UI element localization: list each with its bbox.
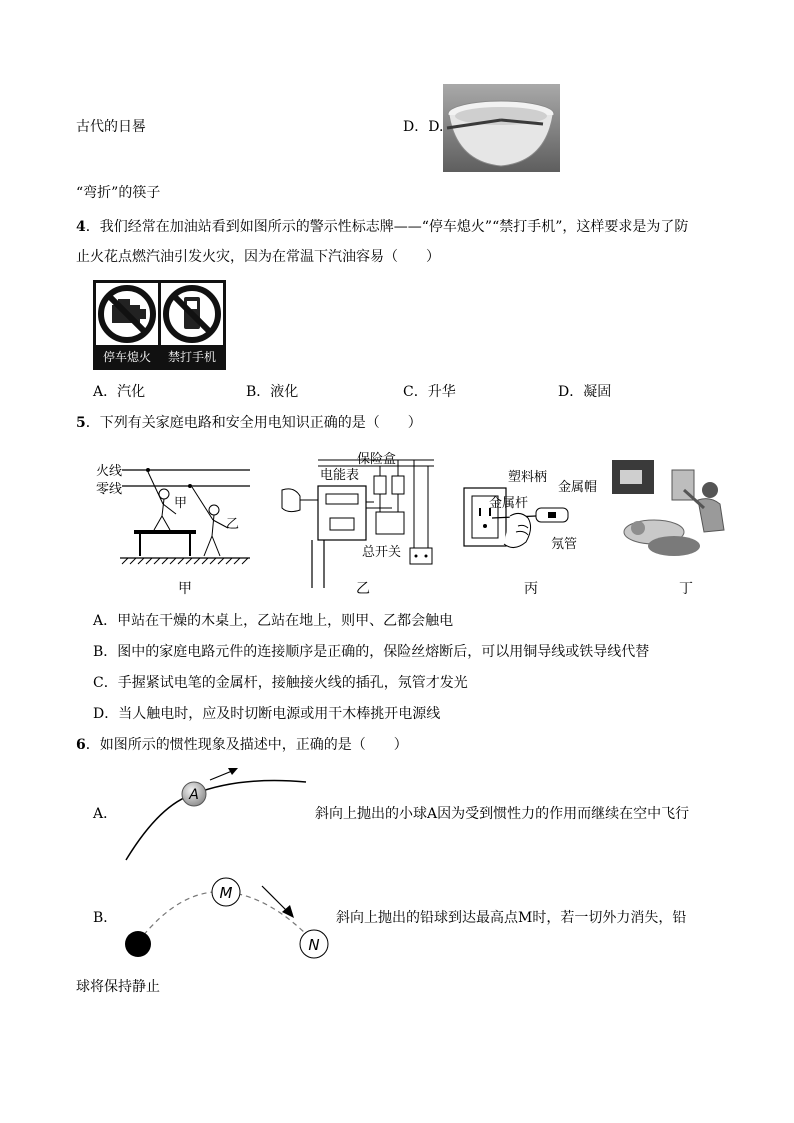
ball-a-label: A [189, 787, 199, 803]
sign-right-label: 禁打手机 [167, 350, 216, 364]
no-engine-icon [96, 283, 158, 345]
main-switch-label: 总开关 [362, 545, 402, 560]
q5-option-a[interactable]: A．甲站在干燥的木桌上，乙站在地上，则甲、乙都会触电 [93, 613, 454, 629]
q6-option-a-label[interactable]: A． [93, 806, 118, 822]
sign-left-label: 停车熄火 [102, 350, 151, 364]
q5-option-d[interactable]: D．当人触电时，应及时切断电源或用干木棒挑开电源线 [93, 706, 441, 722]
q5-number: 5 [76, 415, 86, 431]
q4-stem-line2: 止火花点燃汽油引发火灾，因为在常温下汽油容易（ ） [76, 249, 440, 265]
q4-option-b[interactable]: B．液化 [246, 384, 299, 400]
q4-stem-line1 [76, 218, 688, 236]
meter-label: 电能表 [320, 468, 360, 483]
q6-option-a-text: 斜向上抛出的小球A因为受到惯性力的作用而继续在空中飞行 [315, 806, 690, 822]
shot-put-trajectory [120, 872, 332, 962]
q4-option-d[interactable]: D．凝固 [558, 384, 612, 400]
q5-option-b[interactable]: B．图中的家庭电路元件的连接顺序是正确的，保险丝熔断后，可以用铜导线或铁导线代替 [93, 644, 650, 660]
q6-option-b-text: 斜向上抛出的铅球到达最高点M时，若一切外力消失，铅 [336, 910, 687, 926]
q6-number: 6 [76, 737, 86, 753]
q5-stem [76, 414, 422, 432]
q6-option-b-text-cont: 球将保持静止 [76, 979, 160, 995]
bent-chopsticks-photo [443, 84, 560, 172]
figure-ding-rescue-illustration [612, 460, 730, 560]
q4-option-c[interactable]: C．升华 [403, 384, 456, 400]
chopsticks-caption: “弯折”的筷子 [76, 185, 161, 201]
sundial-caption: 古代的日晷 [76, 119, 146, 135]
no-phone-sign [161, 283, 223, 345]
q6-text: ．如图所示的惯性现象及描述中，正确的是（ ） [85, 737, 408, 753]
no-refuel-sign [96, 283, 158, 345]
metal-cap-label: 金属帽 [558, 480, 598, 495]
thrown-ball-trajectory [120, 762, 310, 864]
caption-jia: 甲 [178, 581, 192, 597]
q6-stem [76, 736, 408, 754]
caption-yi: 乙 [356, 581, 370, 597]
no-phone-icon [161, 283, 223, 345]
q4-number: 4 [76, 219, 86, 235]
q6-option-b-label[interactable]: B． [93, 910, 118, 926]
neon-tube-label: 氖管 [551, 537, 578, 552]
warning-signs-figure [93, 280, 226, 370]
fuse-box-label: 保险盒 [357, 452, 397, 467]
option-d-label: D．D. [403, 119, 444, 135]
q4-option-a[interactable]: A．汽化 [93, 384, 146, 400]
metal-rod-label: 金属杆 [489, 496, 529, 511]
plastic-handle-label: 塑料柄 [508, 470, 548, 485]
q5-option-c[interactable]: C．手握紧试电笔的金属杆，接触接火线的插孔，氖管才发光 [93, 675, 468, 691]
point-n-label: N [308, 936, 320, 954]
person-jia-label: 甲 [174, 496, 188, 511]
caption-bing: 丙 [524, 581, 538, 597]
point-m-label: M [219, 884, 233, 902]
neutral-wire-label: 零线 [96, 482, 123, 497]
q5-text: ．下列有关家庭电路和安全用电知识正确的是（ ） [85, 415, 422, 431]
person-yi-label: 乙 [226, 517, 240, 532]
caption-ding: 丁 [679, 581, 693, 597]
q4-text: ．我们经常在加油站看到如图所示的警示性标志牌——“停车熄火”“禁打手机”，这样要求是为了防 [85, 219, 689, 235]
live-wire-label: 火线 [96, 464, 123, 479]
